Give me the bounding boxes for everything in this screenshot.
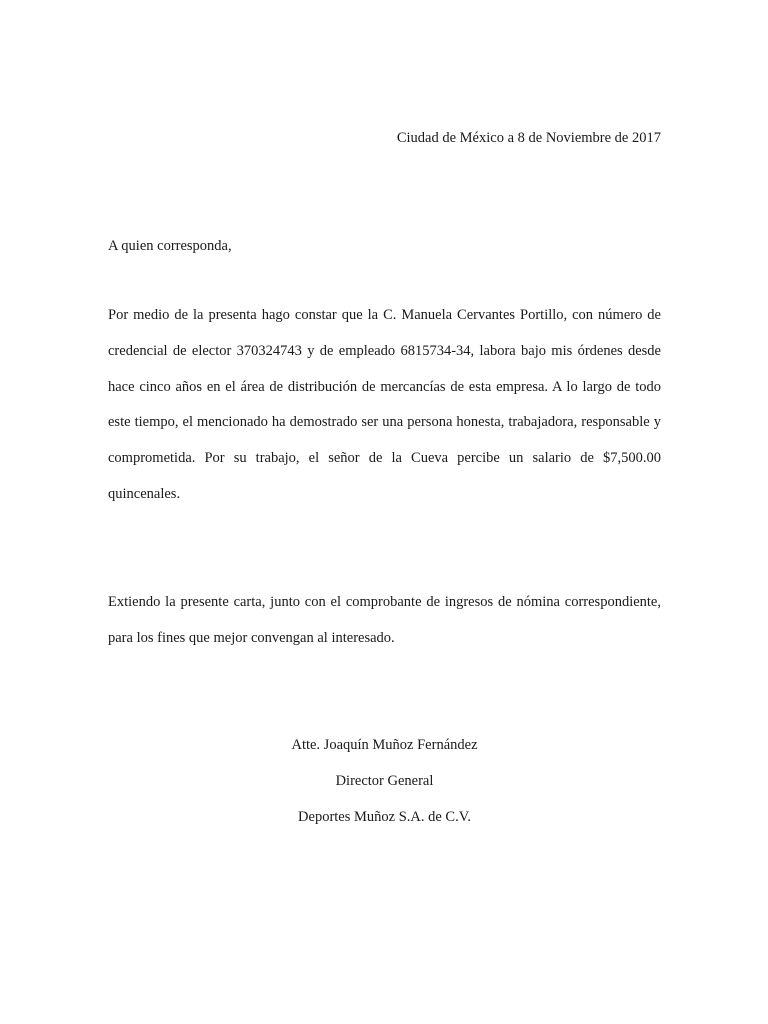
body-paragraph-1: Por medio de la presenta hago constar que la C. Manuela Cervantes Portillo, con número de credencial de elector 370324743 y de empleado 6815734-34, labora bajo mis órdenes desde hace cinco años en el área de distribución de mercancías de esta empresa. A lo largo de todo este tiempo, el mencionado ha demostrado ser una persona honesta, trabajadora, responsable y comprometida. Por su trabajo, el señor de la Cueva percibe un salario de $7,500.00 quincenales. bbox=[108, 307, 661, 502]
date-line: Ciudad de México a 8 de Noviembre de 2017 bbox=[396, 130, 661, 146]
body-paragraph-2: Extiendo la presente carta, junto con el comprobante de ingresos de nómina correspondiente, para los fines que mejor convengan al interesado. bbox=[108, 594, 661, 646]
salutation: A quien corresponda, bbox=[108, 238, 232, 254]
signatory-title: Director General bbox=[335, 772, 434, 789]
signature-block bbox=[108, 728, 661, 835]
signatory-name: Atte. Joaquín Muñoz Fernández bbox=[291, 737, 478, 753]
company-name: Deportes Muñoz S.A. de C.V. bbox=[298, 808, 471, 825]
